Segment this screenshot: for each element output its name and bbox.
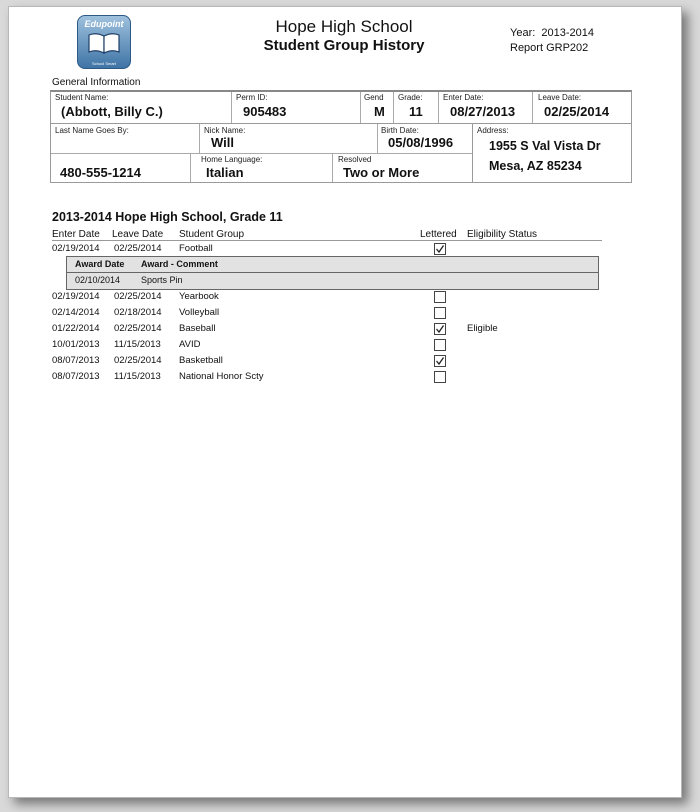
lettered-checkbox[interactable]	[434, 371, 446, 383]
leave-date-cell: 02/25/2014	[114, 243, 162, 254]
enter-date-cell: 08/07/2013	[52, 371, 100, 382]
report-info	[510, 42, 588, 54]
info-row-2	[50, 123, 473, 183]
leave-date-cell: 02/25/2014	[114, 355, 162, 366]
year-label: Year:	[510, 27, 536, 39]
leave-date-cell: 11/15/2013	[114, 371, 161, 382]
student-group-cell: Football	[179, 243, 213, 254]
perm-id-label: Perm ID:	[236, 93, 268, 102]
phone-number: 480-555-1214	[60, 165, 141, 180]
student-name: (Abbott, Billy C.)	[61, 104, 163, 119]
birth-date: 05/08/1996	[388, 135, 454, 150]
award-date: 02/10/2014	[75, 275, 121, 285]
divider	[360, 92, 361, 123]
leave-date-label: Leave Date:	[538, 93, 582, 102]
divider	[67, 272, 598, 273]
edupoint-logo	[77, 15, 131, 69]
divider	[377, 124, 378, 153]
col-leave-date: Leave Date	[112, 229, 164, 240]
birth-date-label: Birth Date:	[381, 126, 419, 135]
col-enter-date: Enter Date	[52, 229, 100, 240]
student-group-cell: Basketball	[179, 355, 223, 366]
table-row	[9, 353, 681, 369]
grade: 11	[409, 104, 423, 119]
student-group-cell: AVID	[179, 339, 201, 350]
col-student-group: Student Group	[179, 229, 245, 240]
year-info	[510, 27, 594, 39]
checkmark-icon	[435, 356, 445, 366]
address-label: Address:	[477, 126, 509, 135]
report-id: GRP202	[546, 42, 589, 54]
nick-name: Will	[211, 135, 234, 150]
lettered-checkbox[interactable]	[434, 323, 446, 335]
book-icon	[88, 32, 120, 54]
enter-date-cell: 08/07/2013	[52, 355, 100, 366]
group-section-title: 2013-2014 Hope High School, Grade 11	[52, 210, 283, 224]
divider	[231, 92, 232, 123]
divider	[332, 153, 333, 182]
logo-tagline: School Smart	[91, 61, 116, 66]
leave-date-cell: 11/15/2013	[114, 339, 161, 350]
divider	[190, 153, 191, 182]
divider	[532, 92, 533, 123]
enter-date: 08/27/2013	[450, 104, 516, 119]
leave-date-cell: 02/25/2014	[114, 323, 162, 334]
nick-name-label: Nick Name:	[204, 126, 246, 135]
report-label: Report	[510, 42, 544, 54]
student-group-cell: National Honor Scty	[179, 371, 264, 382]
divider	[438, 92, 439, 123]
col-eligibility: Eligibility Status	[467, 229, 538, 240]
school-name: Hope High School	[275, 17, 413, 36]
address-line-1: 1955 S Val Vista Dr	[489, 139, 601, 153]
resolved-ethnicity: Two or More	[343, 165, 420, 180]
enter-date-cell: 02/19/2014	[52, 243, 100, 254]
logo-text: Edupoint	[84, 19, 124, 29]
table-row	[9, 305, 681, 321]
enter-date-label: Enter Date:	[443, 93, 484, 102]
table-row	[9, 321, 681, 337]
home-language-label: Home Language:	[201, 155, 263, 164]
general-info-heading: General Information	[52, 77, 141, 88]
checkmark-icon	[435, 244, 445, 254]
col-lettered: Lettered	[420, 229, 457, 240]
table-row	[9, 337, 681, 353]
address-box	[472, 123, 632, 183]
student-group-cell: Baseball	[179, 323, 216, 334]
grade-label: Grade:	[398, 93, 423, 102]
last-name-goes-by-label: Last Name Goes By:	[55, 126, 129, 135]
lettered-checkbox[interactable]	[434, 243, 446, 255]
info-row-1	[50, 90, 632, 124]
lettered-checkbox[interactable]	[434, 307, 446, 319]
eligibility-cell: Eligible	[467, 323, 498, 334]
enter-date-cell: 10/01/2013	[52, 339, 100, 350]
divider	[393, 92, 394, 123]
lettered-checkbox[interactable]	[434, 355, 446, 367]
leave-date-cell: 02/25/2014	[114, 291, 162, 302]
report-page	[8, 6, 682, 798]
gender-label: Gend	[364, 93, 384, 102]
divider	[51, 153, 472, 154]
address-line-2: Mesa, AZ 85234	[489, 159, 582, 173]
lettered-checkbox[interactable]	[434, 291, 446, 303]
student-group-cell: Volleyball	[179, 307, 220, 318]
award-box	[66, 256, 599, 290]
enter-date-cell: 01/22/2014	[52, 323, 100, 334]
lettered-checkbox[interactable]	[434, 339, 446, 351]
resolved-label: Resolved	[338, 155, 372, 164]
checkmark-icon	[435, 324, 445, 334]
leave-date-cell: 02/18/2014	[114, 307, 162, 318]
award-comment: Sports Pin	[141, 275, 183, 285]
gender: M	[374, 104, 385, 119]
award-comment-header: Award - Comment	[141, 259, 218, 269]
student-name-label: Student Name:	[55, 93, 109, 102]
award-date-header: Award Date	[75, 259, 125, 269]
leave-date: 02/25/2014	[544, 104, 610, 119]
table-row	[9, 369, 681, 385]
home-language: Italian	[206, 165, 244, 180]
table-row	[9, 289, 681, 305]
year-value: 2013-2014	[541, 27, 595, 39]
divider	[199, 124, 200, 153]
report-title: Student Group History	[263, 37, 425, 54]
student-group-cell: Yearbook	[179, 291, 219, 302]
enter-date-cell: 02/19/2014	[52, 291, 100, 302]
enter-date-cell: 02/14/2014	[52, 307, 100, 318]
table-row	[9, 241, 681, 257]
perm-id: 905483	[243, 104, 287, 119]
